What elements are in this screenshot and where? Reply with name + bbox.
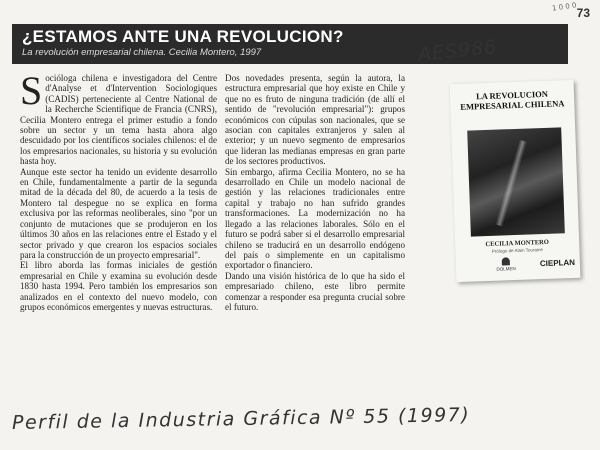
handwritten-catalog-code: AES986	[417, 35, 499, 67]
paragraph: Dando una visión histórica de lo que ha sido el empresariado chileno, este libro permite comenzar a responder esa pregunta crucial sobre el futuro.	[225, 270, 405, 312]
publisher-logo-left: DOLMEN	[496, 257, 516, 272]
paragraph: Socióloga chilena e investigadora del Centre d'Analyse et d'Intervention Sociologiques (CADIS) perteneciente al Centre National de la Recherche Scientifique de Francia (CNRS), Cecilia Montero entrega el primer estudio a fondo sobre un sector y un tema hasta ahora algo descuidado por los científicos sociales chilenos: el de los empresarios nacionales, su historia y su evolución hasta hoy.	[20, 68, 217, 167]
page-number: 73	[576, 6, 590, 20]
article-title: ¿ESTAMOS ANTE UNA REVOLUCION?	[22, 27, 344, 46]
paragraph: Sin embargo, afirma Cecilia Montero, no se ha desarrollado en Chile un modelo nacional de gestión y las relaciones tradicionales entre capital y trabajo no han sufrido grandes transformaciones. La modernización no ha llegado a las relaciones laborales. Sólo en el futuro se podrá saber si el desarrollo empresarial chileno se traducirá en un desarrollo endógeno del país o simplemente en un capitalismo exportador o financiero.	[225, 166, 405, 271]
publisher-logo-right: CIEPLAN	[539, 257, 576, 269]
book-author: CECILIA MONTERO	[485, 238, 549, 249]
book-author-sub: Prólogo de Alain Touraine	[491, 247, 544, 254]
dropcap: S	[20, 68, 43, 113]
book-cover-art	[467, 127, 565, 236]
paragraph: Aunque este sector ha tenido un evidente desarrollo en Chile, fundamentalmente a partir de la segunda mitad de la década del 80, de acuerdo a la tesis de Montero tal despegue no se explica en forma exclusiva por las reformas neoliberales, sino "por un conjunto de mutaciones que se produjeron en los últimos 30 años en las relaciones entre el Estado y el sector privado y que crearon los espacios sociales para la construcción de un proyecto empresarial".	[20, 166, 217, 260]
publisher-logo-icon	[502, 257, 510, 265]
paragraph: Dos novedades presenta, según la autora, la estructura empresarial que hoy existe en Chile y que no es fruto de ninguna tradición (de allí el sentido de "revolución empresarial"): grupos económicos con cúpulas son nacionales, que se asocian con capitales extranjeros y salen al exterior; y un nuevo segmento de empresarios que lideran las medianas empresas en gran parte de los sectores productivos.	[225, 73, 405, 167]
article-subtitle: La revolución empresarial chilena. Cecilia Montero, 1997	[22, 47, 262, 58]
handwritten-source-note: Perfil de la Industria Gráfica Nº 55 (1997)	[11, 404, 471, 434]
book-title: LA REVOLUCION EMPRESARIAL CHILENA	[460, 88, 565, 112]
book-cover-image	[450, 80, 581, 282]
article-column-1	[20, 68, 217, 312]
paragraph: El libro aborda las formas iniciales de gestión empresarial en Chile y examina su evolución desde 1830 hasta 1994. Pero también los empresarios son analizados en el contexto del nuevo modelo, con grupos económicos emergentes y nuevas estructuras.	[20, 260, 217, 312]
corner-note: 1 0 0 0	[551, 1, 577, 13]
article-column-2	[225, 73, 405, 312]
